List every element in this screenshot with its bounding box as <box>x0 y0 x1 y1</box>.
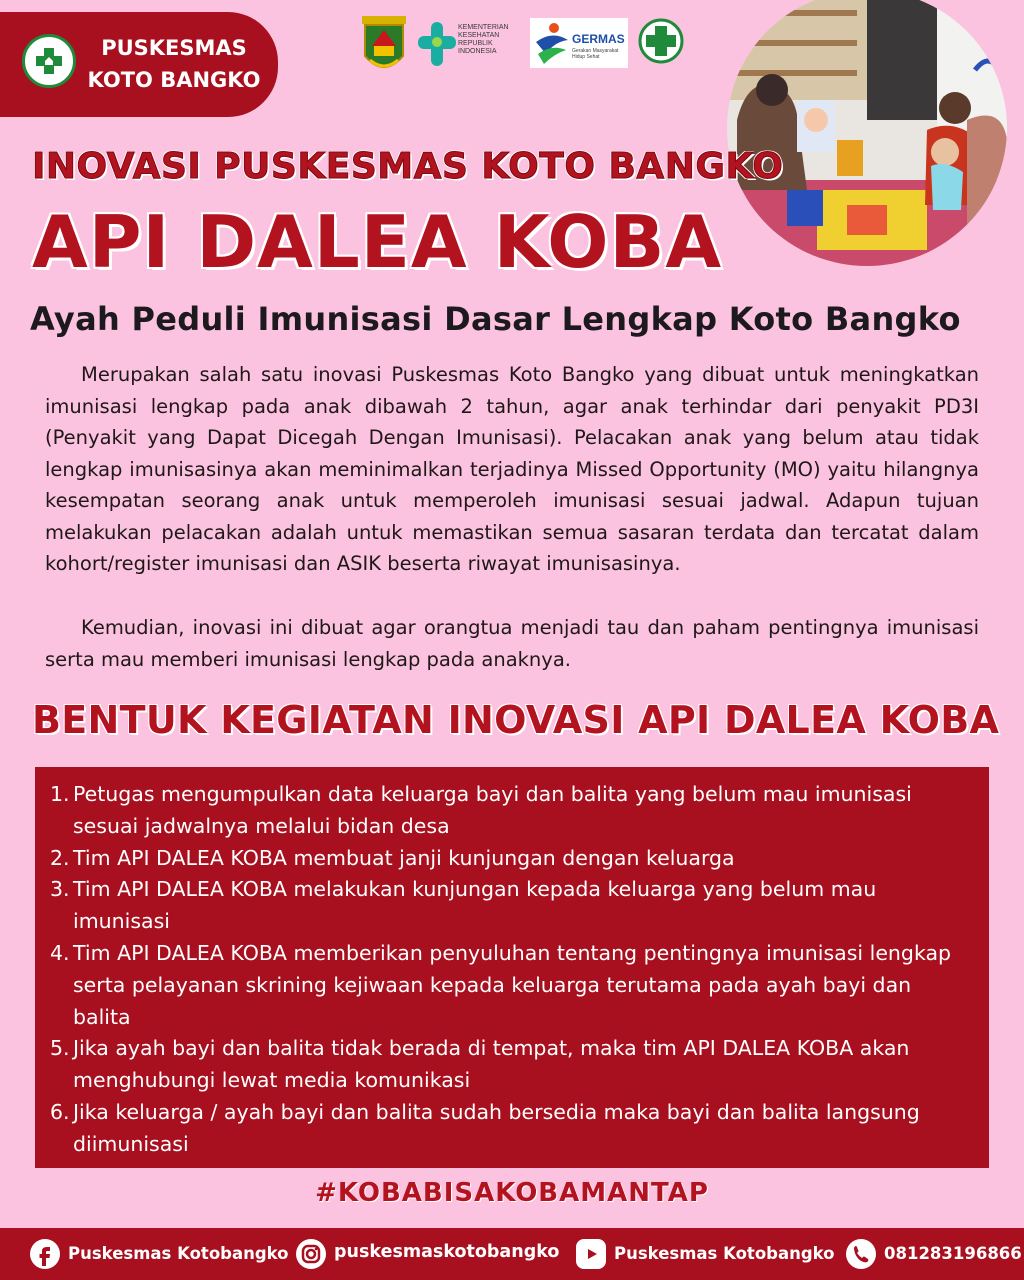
list-item-text: Tim API DALEA KOBA melakukan kunjungan kepada keluarga yang belum mau imunisasi <box>73 877 877 934</box>
partner-logos <box>360 16 690 80</box>
germas-text: GERMAS <box>572 32 625 46</box>
phone-link[interactable] <box>846 1239 1022 1269</box>
intro-paragraph-1: Merupakan salah satu inovasi Puskesmas Koto Bangko yang dibuat untuk meningkatkan imunisasi lengkap pada anak dibawah 2 tahun, agar anak terhindar dari penyakit PD3I (Penyakit yang Dapat Dicegah Dengan Imunisasi). Pelacakan anak yang belum atau tidak lengkap imunisasinya akan meminimalkan terjadinya Missed Opportunity (MO) yaitu hilangnya kesempatan seorang anak untuk memperoleh imunisasi sesuai jadwal. Adapun tujuan melakukan pelacakan adalah untuk memastikan semua sasaran terdata dan tercatat dalam kohort/register imunisasi dan ASIK beserta riwayat imunisasinya. <box>45 363 979 575</box>
list-item <box>50 938 971 1033</box>
list-item-text: Tim API DALEA KOBA membuat janji kunjungan dengan keluarga <box>73 845 735 870</box>
puskesmas-badge <box>0 12 278 117</box>
page-title-line1: INOVASI PUSKESMAS KOTO BANGKO <box>32 146 784 187</box>
badge-line2: KOTO BANGKO <box>87 68 261 92</box>
list-item-text: Petugas mengumpulkan data keluarga bayi dan balita yang belum mau imunisasi sesuai jadwalnya melalui bidan desa <box>73 782 912 838</box>
facebook-icon <box>30 1239 60 1269</box>
list-item-text: Jika ayah bayi dan balita tidak berada di tempat, maka tim API DALEA KOBA akan menghubungi lewat media komunikasi <box>73 1036 910 1093</box>
list-item <box>50 779 971 843</box>
instagram-label: puskesmaskotobangko <box>334 1242 560 1262</box>
list-item <box>50 843 971 875</box>
activities-section-title: BENTUK KEGIATAN INOVASI API DALEA KOBA <box>32 698 1000 742</box>
list-item-text: Jika keluarga / ayah bayi dan balita sudah bersedia maka bayi dan balita langsung diimunisasi <box>73 1099 920 1156</box>
puskesmas-small-logo-icon <box>638 18 684 64</box>
activities-list <box>50 779 971 1161</box>
germas-logo <box>530 18 628 68</box>
list-item-number: 6. <box>50 1099 70 1124</box>
page-title-main: API DALEA KOBA <box>32 200 723 284</box>
youtube-link[interactable] <box>576 1239 836 1269</box>
youtube-icon <box>576 1239 606 1269</box>
list-item-number: 5. <box>50 1036 70 1061</box>
phone-icon <box>846 1239 876 1269</box>
germas-subtext: Gerakan Masyarakat Hidup Sehat <box>572 48 619 60</box>
list-item-text: Tim API DALEA KOBA memberikan penyuluhan tentang pentingnya imunisasi lengkap serta pelayanan skrining kejiwaan kepada keluarga terutama pada ayah bayi dan balita <box>73 940 952 1029</box>
list-item <box>50 1097 971 1161</box>
immunization-visit-photo <box>727 0 1007 266</box>
kemenkes-text: KEMENTERIAN KESEHATAN REPUBLIK INDONESIA <box>458 24 509 55</box>
facebook-label: Puskesmas Kotobangko <box>68 1244 289 1263</box>
campaign-hashtag: #KOBABISAKOBAMANTAP <box>315 1178 709 1208</box>
list-item-number: 2. <box>50 845 70 870</box>
activities-list-box <box>35 767 989 1168</box>
kemenkes-logo <box>418 16 528 78</box>
youtube-label: Puskesmas Kotobangko <box>614 1244 835 1263</box>
page-subtitle: Ayah Peduli Imunisasi Dasar Lengkap Koto Bangko <box>30 300 961 338</box>
intro-paragraph-2: Kemudian, inovasi ini dibuat agar orangtua menjadi tau dan paham pentingnya imunisasi serta mau memberi imunisasi lengkap pada anaknya. <box>45 616 979 671</box>
list-item <box>50 874 971 938</box>
list-item-number: 1. <box>50 782 70 806</box>
list-item-number: 4. <box>50 940 70 965</box>
facebook-link[interactable] <box>30 1239 290 1269</box>
phone-label: 081283196866 <box>884 1244 1022 1263</box>
list-item <box>50 1033 971 1097</box>
padang-pariaman-logo <box>362 16 406 78</box>
instagram-link[interactable] <box>296 1239 571 1269</box>
list-item-number: 3. <box>50 877 70 902</box>
footer-contacts <box>0 1228 1024 1280</box>
badge-line1: PUSKESMAS <box>101 36 247 60</box>
badge-name <box>84 32 264 96</box>
puskesmas-logo-icon <box>22 34 76 88</box>
instagram-icon <box>296 1239 326 1269</box>
